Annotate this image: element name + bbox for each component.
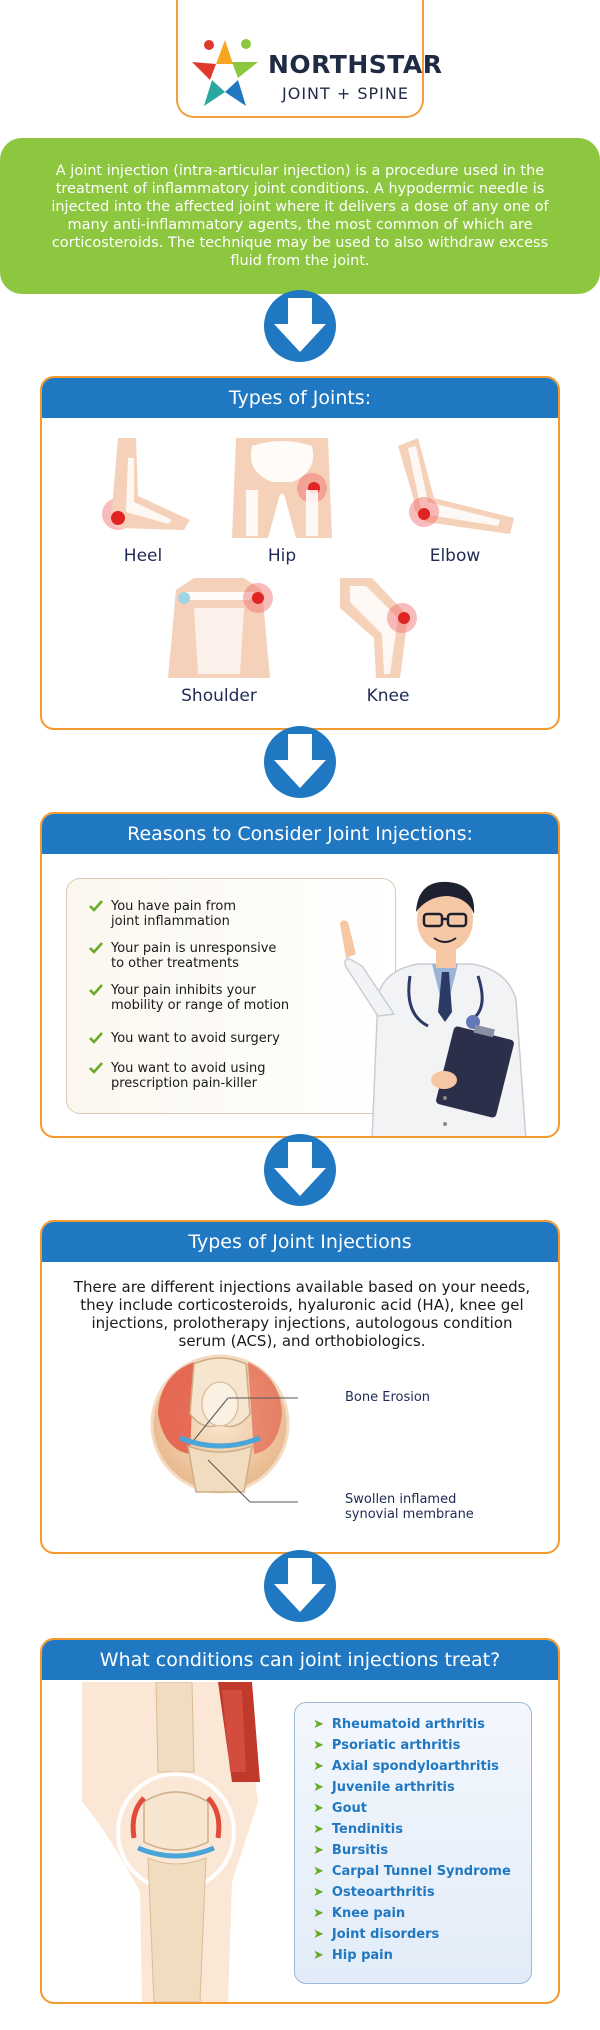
joint-label: Shoulder	[181, 686, 257, 706]
injections-title: Types of Joint Injections	[42, 1222, 558, 1262]
joint-label: Heel	[123, 546, 163, 566]
injections-section	[40, 1220, 560, 1554]
list-item: ➤ Osteoarthritis	[313, 1885, 435, 1900]
checkmark-icon	[89, 1031, 103, 1045]
list-item: ➤ Juvenile arthritis	[313, 1780, 455, 1795]
callout-bone-erosion: Bone Erosion	[345, 1390, 431, 1405]
chevron-right-icon: ➤	[313, 1948, 324, 1963]
checkmark-icon	[89, 983, 103, 997]
list-item: ➤ Tendinitis	[313, 1822, 403, 1837]
list-item: ➤ Knee pain	[313, 1906, 406, 1921]
types-of-joints-title: Types of Joints:	[42, 378, 558, 418]
joint-shoulder	[154, 578, 284, 706]
joint-hip	[222, 438, 342, 566]
types-of-joints-section	[40, 376, 560, 730]
logo-subtitle: JOINT + SPINE	[282, 84, 409, 103]
list-item: ➤ Hip pain	[313, 1948, 393, 1963]
callout-lines	[192, 1392, 302, 1516]
chevron-right-icon: ➤	[313, 1822, 324, 1837]
chevron-right-icon: ➤	[313, 1717, 324, 1732]
chevron-right-icon: ➤	[313, 1843, 324, 1858]
joint-label: Elbow	[429, 546, 481, 566]
list-item: You want to avoid surgery	[89, 1031, 280, 1046]
chevron-right-icon: ➤	[313, 1864, 324, 1879]
conditions-section	[40, 1638, 560, 2004]
logo-name: NORTHSTAR	[268, 50, 443, 79]
conditions-list	[294, 1702, 532, 1984]
list-item: ➤ Psoriatic arthritis	[313, 1738, 461, 1753]
chevron-right-icon: ➤	[313, 1780, 324, 1795]
northstar-logo-icon	[186, 34, 264, 112]
list-item: ➤ Axial spondyloarthritis	[313, 1759, 499, 1774]
elbow-illustration-icon	[390, 438, 520, 538]
down-arrow-icon	[262, 1128, 338, 1208]
chevron-right-icon: ➤	[313, 1927, 324, 1942]
intro-panel	[0, 138, 600, 294]
chevron-right-icon: ➤	[313, 1738, 324, 1753]
list-item: Your pain inhibits your mobility or range of motion	[89, 983, 289, 1013]
list-item: Your pain is unresponsive to other treatments	[89, 941, 276, 971]
logo-box	[176, 0, 443, 118]
joint-label: Hip	[267, 546, 297, 566]
list-item: ➤ Rheumatoid arthritis	[313, 1717, 485, 1732]
list-item: ➤ Gout	[313, 1801, 367, 1816]
chevron-right-icon: ➤	[313, 1885, 324, 1900]
heel-illustration-icon	[88, 438, 198, 538]
list-item: You want to avoid using prescription pain-killer	[89, 1061, 266, 1091]
down-arrow-icon	[262, 1544, 338, 1624]
list-item: ➤ Bursitis	[313, 1843, 389, 1858]
leg-knee-illustration-icon	[82, 1682, 292, 2002]
injections-text: There are different injections available based on your needs, they include corticosteroids, hyaluronic acid (HA), knee gel injections, prolotherapy injections, autologous condition serum (ACS), and orthobiologics.	[73, 1278, 531, 1350]
conditions-title: What conditions can joint injections treat?	[42, 1640, 558, 1680]
list-item: ➤ Carpal Tunnel Syndrome	[313, 1864, 511, 1879]
joint-elbow	[390, 438, 520, 566]
reasons-section	[40, 812, 560, 1138]
shoulder-illustration-icon	[154, 578, 284, 678]
reasons-title: Reasons to Consider Joint Injections:	[42, 814, 558, 854]
list-item: ➤ Joint disorders	[313, 1927, 440, 1942]
checkmark-icon	[89, 1061, 103, 1075]
checkmark-icon	[89, 899, 103, 913]
joint-label: Knee	[366, 686, 410, 706]
knee-illustration-icon	[336, 578, 440, 678]
chevron-right-icon: ➤	[313, 1801, 324, 1816]
list-item: You have pain from joint inflammation	[89, 899, 236, 929]
checkmark-icon	[89, 941, 103, 955]
chevron-right-icon: ➤	[313, 1759, 324, 1774]
hip-illustration-icon	[222, 438, 342, 538]
down-arrow-icon	[262, 720, 338, 800]
intro-text: A joint injection (intra-articular injection) is a procedure used in the treatment of inflammatory joint conditions. A hypodermic needle is injected into the affected joint where it delivers a dose of any one of many anti-inflammatory agents, the most common of which are corticosteroids. The technique may be used to also withdraw excess fluid from the joint.	[51, 163, 549, 269]
joint-knee	[336, 578, 440, 706]
down-arrow-icon	[262, 284, 338, 364]
doctor-illustration-icon	[332, 866, 556, 1138]
joint-heel	[88, 438, 198, 566]
callout-synovial-membrane: Swollen inflamed synovial membrane	[345, 1492, 474, 1522]
chevron-right-icon: ➤	[313, 1906, 324, 1921]
